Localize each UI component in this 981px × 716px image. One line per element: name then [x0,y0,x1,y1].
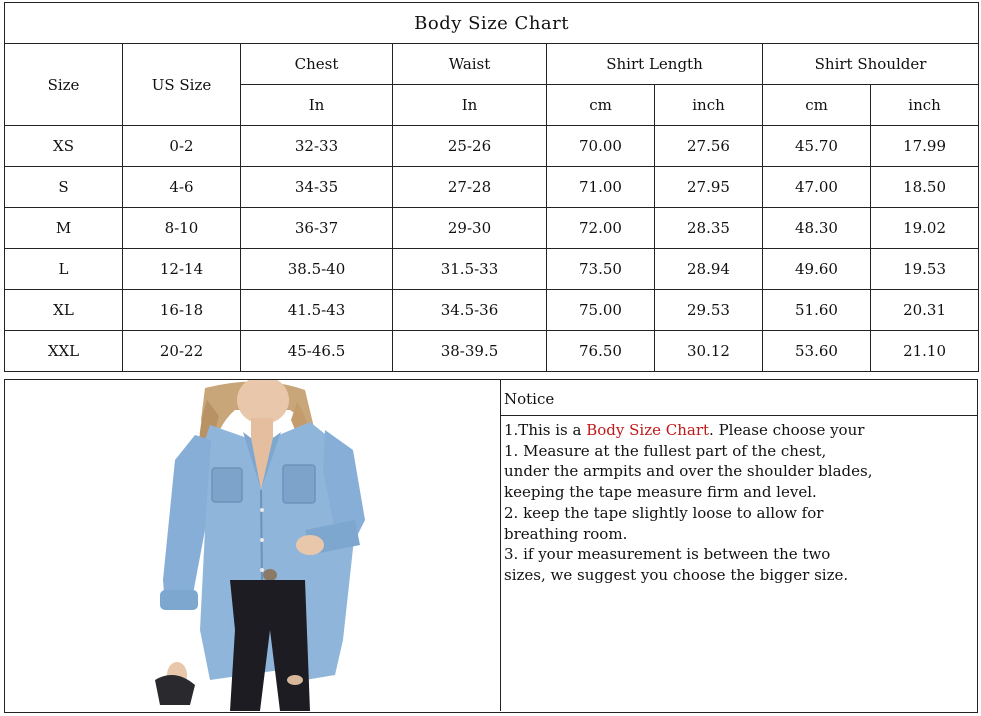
cell-size: XL [5,290,123,331]
notice-line: 1. Measure at the fullest part of the chest, [504,441,827,460]
cell-length-cm: 73.50 [547,249,655,290]
cell-shoulder-inch: 17.99 [871,126,979,167]
cell-chest: 38.5-40 [241,249,393,290]
table-row [5,208,979,249]
cell-waist: 38-39.5 [393,331,547,372]
cell-size: L [5,249,123,290]
cell-length-inch: 27.95 [655,167,763,208]
product-photo [5,380,501,711]
cell-chest: 36-37 [241,208,393,249]
cell-shoulder-cm: 49.60 [763,249,871,290]
notice-line: 3. if your measurement is between the two [504,545,831,564]
cell-waist: 31.5-33 [393,249,547,290]
header-shirt-shoulder: Shirt Shoulder [763,44,979,85]
cell-size: XXL [5,331,123,372]
cell-shoulder-cm: 53.60 [763,331,871,372]
cell-shoulder-cm: 45.70 [763,126,871,167]
cell-us-size: 0-2 [123,126,241,167]
cell-chest: 32-33 [241,126,393,167]
chart-title: Body Size Chart [5,3,979,44]
notice-line: under the armpits and over the shoulder blades, [504,462,873,481]
unit-shoulder-inch: inch [871,85,979,126]
header-us-size: US Size [123,44,241,126]
cell-length-cm: 75.00 [547,290,655,331]
cell-shoulder-inch: 21.10 [871,331,979,372]
header-chest: Chest [241,44,393,85]
cell-length-cm: 76.50 [547,331,655,372]
table-row [5,290,979,331]
table-row [5,331,979,372]
cell-length-inch: 28.35 [655,208,763,249]
table-row [5,167,979,208]
unit-shoulder-cm: cm [763,85,871,126]
cell-us-size: 12-14 [123,249,241,290]
notice-body [501,418,977,712]
cell-length-cm: 71.00 [547,167,655,208]
model-denim-shirt-image [5,380,500,711]
cell-length-cm: 70.00 [547,126,655,167]
cell-chest: 34-35 [241,167,393,208]
cell-shoulder-cm: 47.00 [763,167,871,208]
cell-length-cm: 72.00 [547,208,655,249]
cell-shoulder-cm: 51.60 [763,290,871,331]
cell-chest: 41.5-43 [241,290,393,331]
highlight-body-size-chart: Body Size Chart [586,421,710,439]
cell-length-inch: 30.12 [655,331,763,372]
cell-size: S [5,167,123,208]
notice-heading: Notice [501,380,977,416]
notice-line: sizes, we suggest you choose the bigger size. [504,565,849,584]
unit-length-cm: cm [547,85,655,126]
cell-waist: 27-28 [393,167,547,208]
header-waist: Waist [393,44,547,85]
header-shirt-length: Shirt Length [547,44,763,85]
cell-shoulder-inch: 19.02 [871,208,979,249]
table-row [5,126,979,167]
cell-waist: 29-30 [393,208,547,249]
header-size: Size [5,44,123,126]
notice-line: breathing room. [504,524,628,543]
cell-us-size: 20-22 [123,331,241,372]
cell-shoulder-inch: 18.50 [871,167,979,208]
cell-us-size: 16-18 [123,290,241,331]
cell-length-inch: 27.56 [655,126,763,167]
size-chart-table [4,2,979,372]
notice-line: 1.This is a Body Size Chart. Please choose your [504,421,865,439]
cell-waist: 34.5-36 [393,290,547,331]
cell-size: XS [5,126,123,167]
notice-line: keeping the tape measure firm and level. [504,483,817,502]
unit-chest: In [241,85,393,126]
cell-waist: 25-26 [393,126,547,167]
cell-size: M [5,208,123,249]
cell-us-size: 8-10 [123,208,241,249]
cell-shoulder-inch: 19.53 [871,249,979,290]
cell-chest: 45-46.5 [241,331,393,372]
table-row [5,249,979,290]
notice-line: 2. keep the tape slightly loose to allow for [504,503,824,522]
cell-shoulder-cm: 48.30 [763,208,871,249]
cell-shoulder-inch: 20.31 [871,290,979,331]
cell-length-inch: 29.53 [655,290,763,331]
unit-waist: In [393,85,547,126]
unit-length-inch: inch [655,85,763,126]
notice-section [4,379,978,713]
cell-us-size: 4-6 [123,167,241,208]
cell-length-inch: 28.94 [655,249,763,290]
